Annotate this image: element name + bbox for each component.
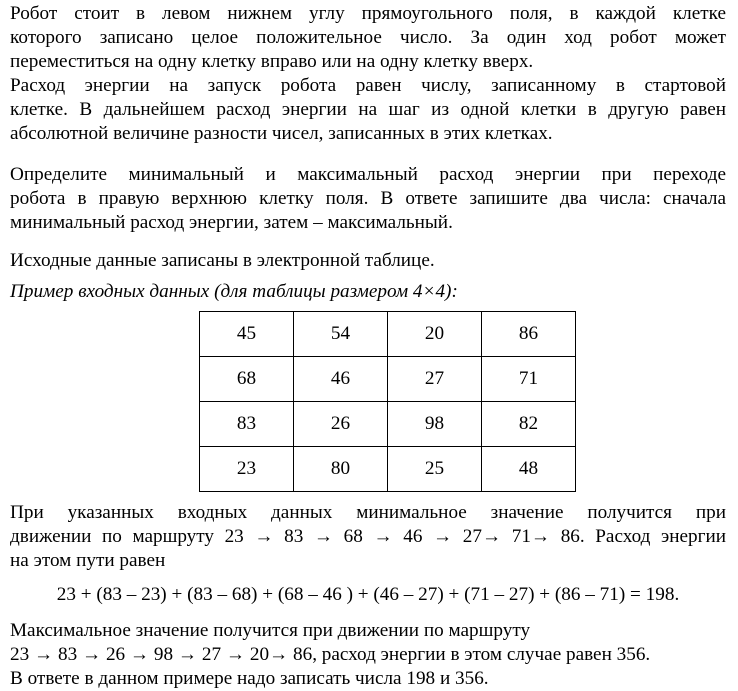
task-paragraph bbox=[10, 163, 726, 235]
task-line: робота в правую верхнюю клетку поля. В ответе запишите два числа: сначала bbox=[10, 188, 726, 209]
table-cell: 48 bbox=[482, 447, 576, 492]
conclusion-line: Максимальное значение получится при движении по маршруту bbox=[10, 620, 531, 641]
explanation-line: на этом пути равен bbox=[10, 550, 166, 571]
example-heading-text: Пример входных данных (для таблицы размером 4×4): bbox=[10, 281, 458, 302]
conclusion-line: В ответе в данном примере надо записать числа 198 и 356. bbox=[10, 668, 489, 689]
intro-paragraph bbox=[10, 2, 726, 146]
example-table bbox=[199, 311, 576, 492]
intro-line: которого записано целое положительное число. За один ход робот может bbox=[10, 27, 726, 48]
table-cell: 27 bbox=[388, 357, 482, 402]
source-note bbox=[10, 249, 726, 273]
table-cell: 80 bbox=[294, 447, 388, 492]
table-cell: 68 bbox=[200, 357, 294, 402]
explanation-line: При указанных входных данных минимальное значение получится при bbox=[10, 502, 726, 523]
table-cell: 82 bbox=[482, 402, 576, 447]
explanation-paragraph bbox=[10, 501, 726, 573]
intro-line: Робот стоит в левом нижнем углу прямоугольного поля, в каждой клетке bbox=[10, 3, 726, 24]
table-cell: 86 bbox=[482, 312, 576, 357]
table-cell: 26 bbox=[294, 402, 388, 447]
table-row bbox=[200, 447, 576, 492]
example-heading bbox=[10, 280, 726, 304]
formula-text: 23 + (83 – 23) + (83 – 68) + (68 – 46 ) + (46 – 27) + (71 – 27) + (86 – 71) = 198. bbox=[56, 584, 680, 605]
table-cell: 83 bbox=[200, 402, 294, 447]
intro-line: Расход энергии на запуск робота равен числу, записанному в стартовой bbox=[10, 75, 726, 96]
table-cell: 54 bbox=[294, 312, 388, 357]
intro-line: переместиться на одну клетку вправо или на одну клетку вверх. bbox=[10, 51, 534, 72]
conclusion-paragraph bbox=[10, 619, 726, 691]
source-note-text: Исходные данные записаны в электронной таблице. bbox=[10, 250, 435, 271]
task-line: минимальный расход энергии, затем – максимальный. bbox=[10, 212, 453, 233]
intro-line: клетке. В дальнейшем расход энергии на шаг из одной клетки в другую равен bbox=[10, 99, 726, 120]
table-cell: 71 bbox=[482, 357, 576, 402]
table-cell: 46 bbox=[294, 357, 388, 402]
table-cell: 45 bbox=[200, 312, 294, 357]
formula bbox=[10, 583, 726, 607]
table-row bbox=[200, 357, 576, 402]
explanation-line: движении по маршруту 23 → 83 → 68 → 46 → 27→ 71→ 86. Расход энергии bbox=[10, 526, 726, 547]
conclusion-line: 23 → 83 → 26 → 98 → 27 → 20→ 86, расход энергии в этом случае равен 356. bbox=[10, 644, 651, 665]
table-cell: 23 bbox=[200, 447, 294, 492]
intro-line: абсолютной величине разности чисел, записанных в этих клетках. bbox=[10, 123, 553, 144]
table-row bbox=[200, 402, 576, 447]
table-cell: 98 bbox=[388, 402, 482, 447]
task-line: Определите минимальный и максимальный расход энергии при переходе bbox=[10, 164, 726, 185]
table-cell: 20 bbox=[388, 312, 482, 357]
table-row bbox=[200, 312, 576, 357]
table-cell: 25 bbox=[388, 447, 482, 492]
